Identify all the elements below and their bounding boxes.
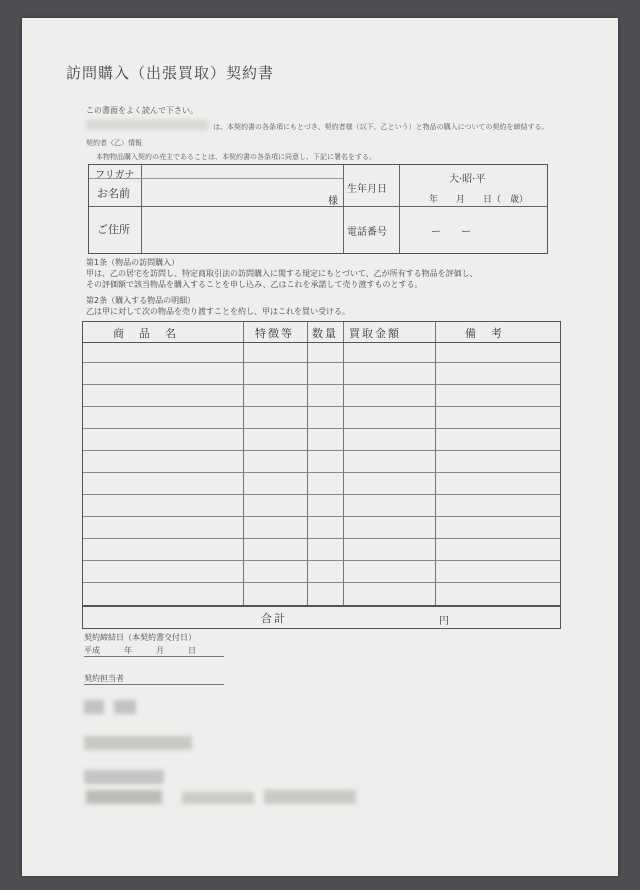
article-1-line-2: その評価額で該当物品を購入することを申し込み、乙はこれを承諾して売り渡すものとする。 [86,280,423,289]
staff-underline [84,684,224,685]
header-quantity: 数量 [312,327,338,340]
redacted-text [84,700,104,714]
header-purchase-amount: 買取金額 [349,327,401,340]
redacted-company-name [86,120,208,130]
document-title: 訪問購入（出張買取）契約書 [66,64,275,82]
redacted-text [86,790,162,804]
redacted-text [264,790,356,804]
contractor-info-label: 契約者（乙）情報 [86,139,142,147]
contract-date-label: 契約締結日（本契約書交付日） [84,633,196,642]
honorific-sama: 様 [328,196,338,207]
article-1-line-1: 甲は、乙の居宅を訪問し、特定商取引法の訪問購入に関する規定にもとづいて、乙が所有する物品を評価し、 [86,269,478,278]
address-label: ご住所 [97,223,130,236]
article-2-line-1: 乙は甲に対して次の物品を売り渡すことを約し、甲はこれを買い受ける。 [86,307,350,316]
redacted-text [114,700,136,714]
furigana-label: フリガナ [95,170,135,181]
header-product-name: 商 品 名 [113,327,178,340]
items-table [82,321,561,629]
header-remarks: 備 考 [465,327,504,340]
contract-date-underline [84,656,224,657]
contract-date-format: 平成 年 月 日 [84,646,196,655]
intro-line-1: この書面をよく読んで下さい。 [86,106,198,115]
intro-line-2: は、本契約書の各条項にもとづき、契約者様（以下、乙という）と物品の購入についての契約を締結する。 [213,123,549,131]
redacted-text [84,770,164,784]
birth-date-format: 年 月 日（ 歳） [429,195,529,205]
header-features: 特徴等 [255,327,294,340]
customer-info-table [88,164,548,254]
redacted-text [182,792,254,804]
article-2-title: 第2条（購入する物品の明細） [86,296,196,305]
phone-label: 電話番号 [347,227,387,238]
intro-line-3: 本物物品購入契約の売主であることは、本契約書の各条項に同意し、下記に署名をする。 [96,153,376,161]
yen-label: 円 [439,616,451,627]
phone-format: ー ー [431,227,471,238]
name-label: お名前 [97,187,130,200]
staff-label: 契約担当者 [84,674,124,683]
total-label: 合計 [261,612,287,625]
era-options: 大·昭·平 [449,174,486,185]
article-1-title: 第1条（物品の訪問購入） [86,258,180,267]
redacted-text [84,736,192,750]
birth-date-label: 生年月日 [347,184,387,195]
